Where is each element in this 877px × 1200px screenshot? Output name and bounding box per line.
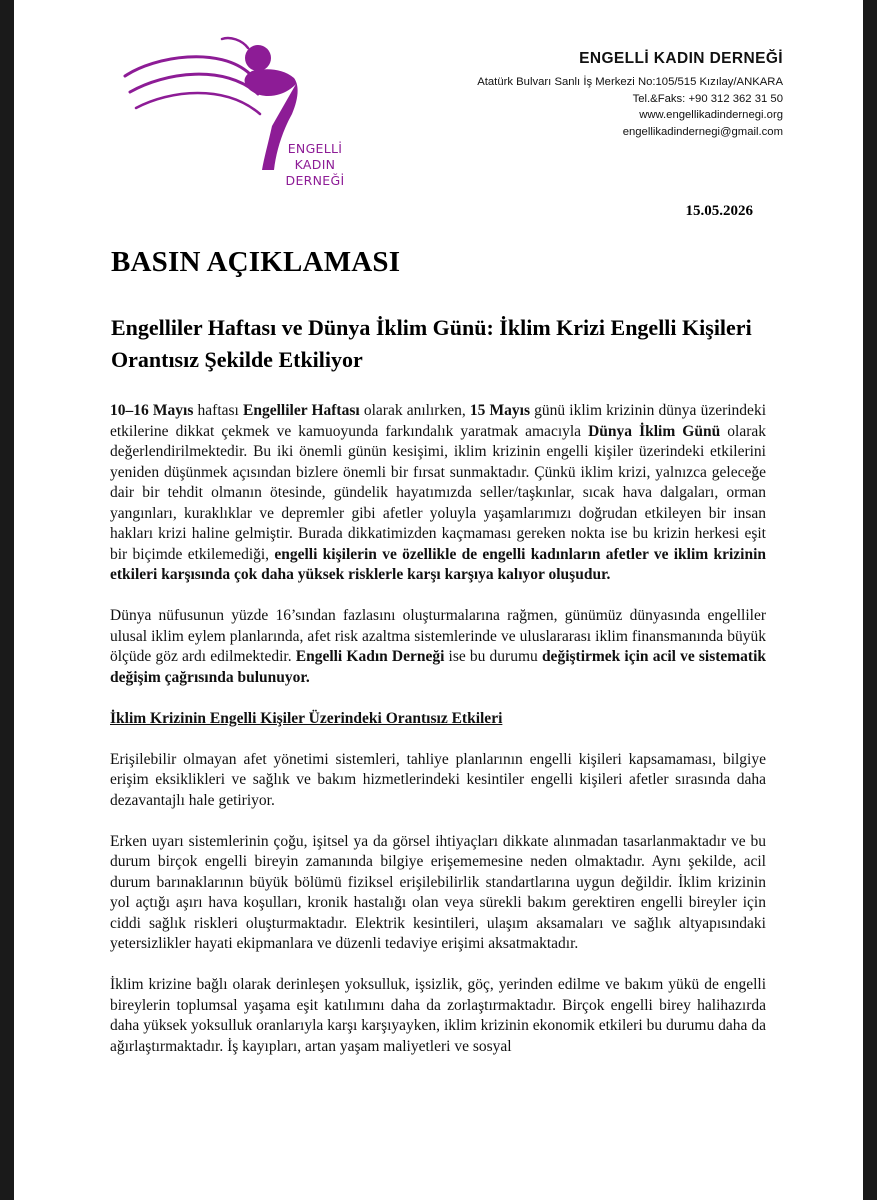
paragraph-3: Erişilebilir olmayan afet yönetimi sistemleri, tahliye planlarının engelli kişileri kapsamaması, bilgiye erişim eksiklikleri ve sağlık ve bakım hizmetlerindeki kesintiler engelli kişileri afetler sırasında daha dezavantajlı hale getiriyor. xyxy=(110,750,766,809)
logo-line: KADIN xyxy=(294,157,336,172)
document-date: 15.05.2026 xyxy=(685,203,753,219)
text-run: haftası xyxy=(193,402,244,419)
logo-line: DERNEĞİ xyxy=(285,173,345,188)
paragraph-1 xyxy=(110,401,766,586)
text-bold: engelli kişilerin ve özellikle de engelli kadınların afetler ve iklim krizinin etkileri karşısında çok daha yüksek risklerle karşı karşıya kalıyor oluşudur. xyxy=(110,545,767,583)
press-release-body xyxy=(110,401,766,1078)
woman-silhouette-icon xyxy=(110,34,305,174)
paragraph-2 xyxy=(110,606,766,688)
document-page xyxy=(14,0,863,1200)
paragraph-5: İklim krizine bağlı olarak derinleşen yoksulluk, işsizlik, göç, yerinden edilme ve bakım yükü de engelli bireylerin toplumsal yaşama eşit katılımını daha da zorlaştırmaktadır. Birçok engelli birey halihazırda daha yüksek yoksulluk oranlarıyla karşı karşıyayken, iklim krizinin ekonomik etkileri bu durumu daha da ağırlaştırmaktadır. İş kayıpları, artan yaşam maliyetleri ve sosyal xyxy=(110,976,766,1055)
text-run: olarak anılırken, xyxy=(359,402,470,419)
logo-line: ENGELLİ xyxy=(287,141,343,156)
organization-address: Atatürk Bulvarı Sanlı İş Merkezi No:105/515 Kızılay/ANKARA xyxy=(477,76,783,88)
text-bold: 15 Mayıs xyxy=(469,402,530,419)
text-bold: 10–16 Mayıs xyxy=(110,402,194,419)
text-run: Dünya nüfusunun yüzde 16’sından fazlasını oluşturmalarına rağmen, günümüz dünyasında engelliler ulusal iklim eylem planlarında, afet risk azaltma sistemlerinde ve uluslararası iklim finansmanında büyük ölçüde göz ardı edilmektedir. xyxy=(110,607,766,665)
organization-name: ENGELLİ KADIN DERNEĞİ xyxy=(579,50,783,67)
text-bold: Engelli Kadın Derneği xyxy=(295,648,445,665)
section-heading: İklim Krizinin Engelli Kişiler Üzerindeki Orantısız Etkileri xyxy=(110,709,503,727)
press-release-headline: Engelliler Haftası ve Dünya İklim Günü: İklim Krizi Engelli Kişileri Orantısız Şekilde Etkiliyor xyxy=(111,315,752,372)
organization-website: www.engellikadindernegi.org xyxy=(639,109,783,121)
text-run: günü iklim krizinin dünya üzerindeki etkilerine dikkat çekmek ve kamuoyunda farkındalık yaratmak amacıyla xyxy=(110,402,766,440)
text-bold: değiştirmek için acil ve sistematik değişim çağrısında bulunuyor. xyxy=(110,648,767,686)
page-title: BASIN AÇIKLAMASI xyxy=(111,246,401,278)
paragraph-4: Erken uyarı sistemlerinin çoğu, işitsel ya da görsel ihtiyaçları dikkate alınmadan tasarlanmaktadır ve bu durum birçok engelli bireyin zamanında bilgiye erişememesine neden olmaktadır. Aynı şekilde, acil durum barınaklarının büyük bölümü fiziksel erişilebilirlik standartlarına uygun değildir. İklim krizinin yol açtığı aşırı hava koşulları, kronik hastalığı olan veya sürekli bakım gerektiren engelli bireyler için ciddi sağlık riskleri oluşturmaktadır. Elektrik kesintileri, ulaşım aksamaları ve sağlık altyapısındaki yetersizlikler hayati ekipmanlara ve düzenli tedaviye erişimi aksatmaktadır. xyxy=(110,832,766,952)
logo-text xyxy=(280,141,350,189)
letterhead xyxy=(477,50,783,140)
text-run: olarak değerlendirilmektedir. Bu iki önemli günün kesişimi, iklim krizinin engelli kişiler üzerindeki etkilerini yeniden düşünmek açısından bizlere önemli bir fırsat sunmaktadır. Çünkü iklim krizi, yalnızca geleceğe dair bir tehdit olmanın ötesinde, gündelik hayatımızda seller/taşkınlar, sıcak hava dalgaları, orman yangınları, kuraklıklar ve depremler gibi afetler yoluyla yaşamlarımızı doğrudan etkileyen bir insan hakları krizi haline gelmiştir. Burada dikkatimizden kaçmaması gereken nokta ise bu krizin herkesi eşit bir biçimde etkilemediği, xyxy=(110,422,767,563)
text-bold: Engelliler Haftası xyxy=(243,402,360,419)
organization-phone: Tel.&Faks: +90 312 362 31 50 xyxy=(632,92,783,105)
organization-logo xyxy=(110,34,345,188)
text-run: ise bu durumu xyxy=(444,648,542,665)
text-bold: Dünya İklim Günü xyxy=(588,422,721,440)
organization-email: engellikadindernegi@gmail.com xyxy=(622,125,783,138)
